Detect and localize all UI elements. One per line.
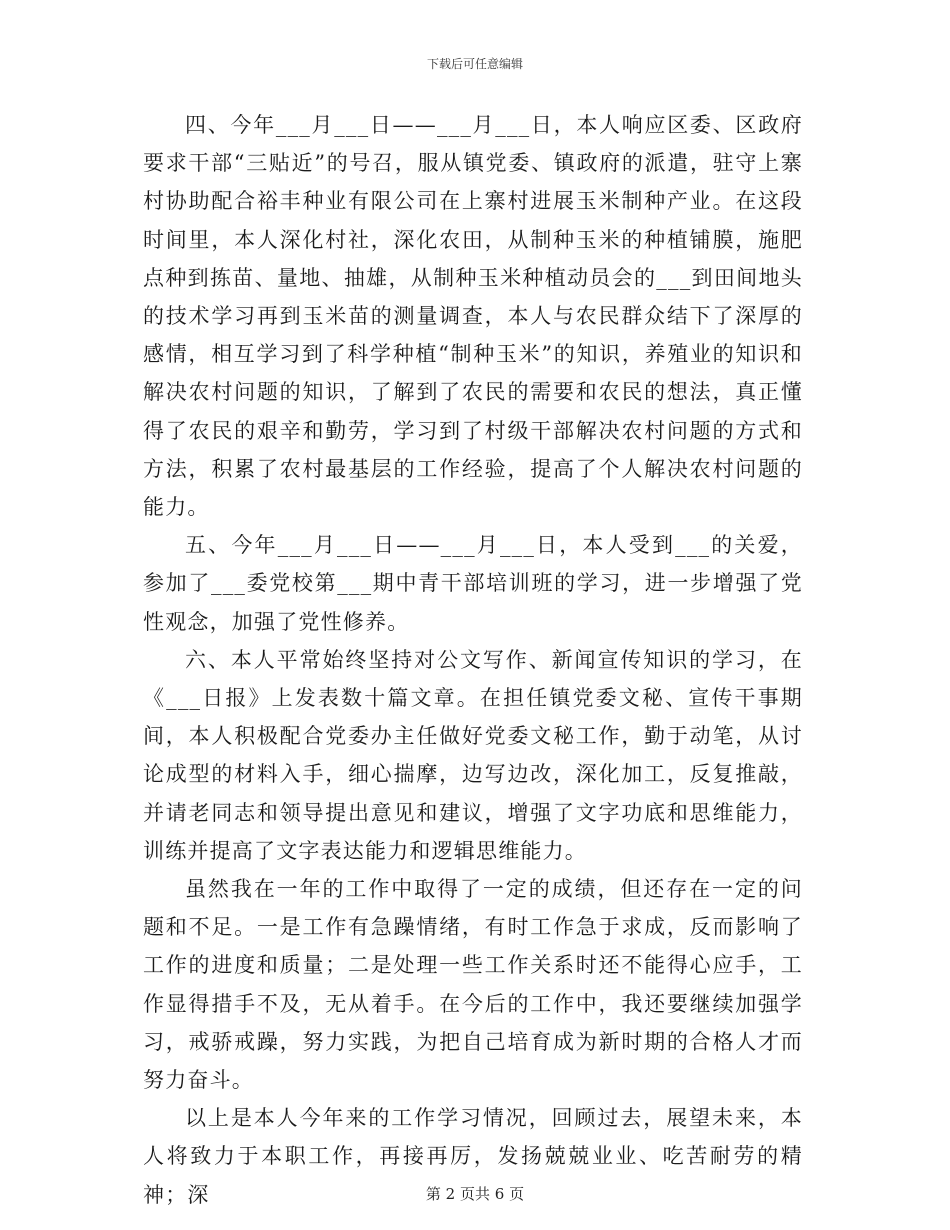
paragraph-summary: 以上是本人今年来的工作学习情况，回顾过去，展望未来，本人将致力于本职工作，再接再厉，发扬兢兢业业、吃苦耐劳的精神；深 bbox=[143, 1106, 803, 1207]
paragraph-shortcomings: 虽然我在一年的工作中取得了一定的成绩，但还存在一定的问题和不足。一是工作有急躁情绪，有时工作急于求成，反而影响了工作的进度和质量；二是处理一些工作关系时还不能得心应手，工作显得措手不及，无从着手。在今后的工作中，我还要继续加强学习，戒骄戒躁，努力实践，为把自己培育成为新时期的合格人才而努力奋斗。 bbox=[143, 877, 803, 1093]
document-body bbox=[143, 106, 803, 1214]
page-header: 下载后可任意编辑 bbox=[426, 57, 523, 71]
paragraph-4-rural-work: 四、今年___月___日——___月___日，本人响应区委、区政府要求干部“三贴近”的号召，服从镇党委、镇政府的派遣，驻守上寨村协助配合裕丰种业有限公司在上寨村进展玉米制种产业。在这段时间里，本人深化村社，深化农田，从制种玉米的种植铺膜，施肥点种到拣苗、量地、抽雄，从制种玉米种植动员会的___到田间地头的技术学习再到玉米苗的测量调查，本人与农民群众结下了深厚的感情，相互学习到了科学种植“制种玉米”的知识，养殖业的知识和解决农村问题的知识，了解到了农民的需要和农民的想法，真正懂得了农民的艰辛和勤劳，学习到了村级干部解决农村问题的方式和方法，积累了农村最基层的工作经验，提高了个人解决农村问题的能力。 bbox=[143, 113, 803, 520]
paragraph-6-writing: 六、本人平常始终坚持对公文写作、新闻宣传知识的学习，在《___日报》上发表数十篇文章。在担任镇党委文秘、宣传干事期间，本人积极配合党委办主任做好党委文秘工作，勤于动笔，从讨论成型的材料入手，细心揣摩，边写边改，深化加工，反复推敲，并请老同志和领导提出意见和建议，增强了文字功底和思维能力，训练并提高了文字表达能力和逻辑思维能力。 bbox=[143, 647, 803, 863]
page-number: 第 2 页共 6 页 bbox=[425, 1185, 525, 1203]
paragraph-5-party-school: 五、今年___月___日——___月___日，本人受到___的关爱，参加了___委党校第___期中青干部培训班的学习，进一步增强了党性观念，加强了党性修养。 bbox=[143, 533, 803, 634]
